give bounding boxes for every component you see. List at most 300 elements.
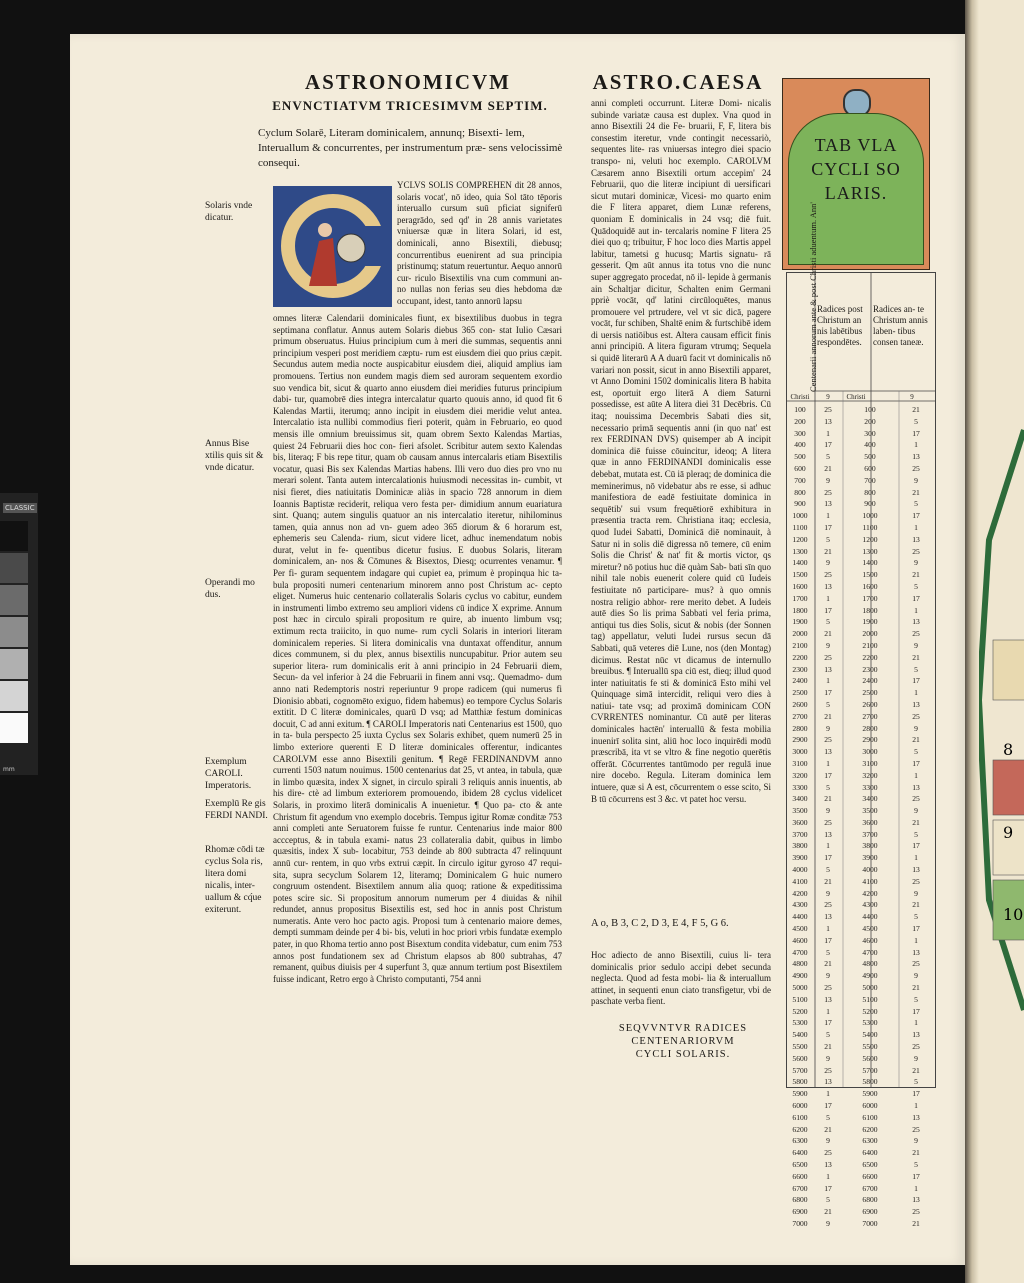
- table-cell: 1200: [862, 534, 878, 544]
- table-cell: 5200: [792, 1006, 808, 1016]
- tabula-title-line: CYCLI SO: [811, 159, 901, 179]
- table-cell: 9: [826, 1053, 830, 1063]
- table-cell: 5500: [792, 1042, 808, 1052]
- table-cell: 6200: [792, 1124, 808, 1134]
- table-cell: 17: [824, 605, 832, 615]
- table-cell: 5: [826, 452, 830, 462]
- table-cell: 3600: [862, 817, 878, 827]
- table-cell: 3500: [862, 806, 878, 816]
- table-cell: 3900: [862, 853, 878, 863]
- body-text-right: anni completi occurrunt. Literæ Domi- nicalis subinde variatæ causa est duplex. Vna quod in anno Bisextili 24 die Fe- bruarii, F, F, litera bis consestim iteretur, vnde contingit necessariò, sequentes lite- ras vniuersas integro diei spacio transpo- ni, veluti hoc exemplo. CAROLVM Cæsarem anno Bisextili ortum accepim' 24 Februarii, quo die literæ incipiunt di uersificari sicut mutari dominicæ, Vicesi- mo quarto enim die F litera apparet, diem Lunæ referens, quoniam E dominicalis in 24 vsq; diē fuit. Quādoquidē aut in- tercalaris nomine F litera 25 diei quo q; tribuitur, F hoc loco dies Martis appel labitur, tametsi g hucusq; Martis signatu- rā gesserit. Qm aūt annus ita totus vno die nunc super aggregato procedat, nō il- lepide à germanis ain Schaltjar dicitur, Schalten enim Germani ppriè vocāt, qd' latini circūloquētes, manus promouere vel prtrudere, vel vt sic dicā, pagere vocāt, fur schiben, Shaltē enim & furtschibē idem di uersis natiōibus est. Altera causam efficit finis anni principiū. A litera figuram vtrumq; Sequela si quidē literarū A A duarū facit vt dominicalis nō variari non possit, sicut in anno Bisextili apparet, vt Anno Domini 1502 dominicalis litera B habita est, oportuit ergo literā A diem Saturni possedisse, est aūte A litera diei 31 Decēbris. Cū itaq; nouissima Decembris Sabati dies sit, necessario primā sequentis anni (in quo nat' est rex FERDINAN DVS) quisemper ab A incipit dominica diē fuisse cōuincitur, ideoq; A litera quæ in anno FERDINANDI dominicalis esse debebat, mutata est. Cū iā pleraq; de dominica die meminerimus, nō videbatur abs re esse, si adhuc manifestiora de eadē festiuitate dominica in sequētib' sui vsum frequētiorē exhibitura in præsentia tracta rem. Christiana itaq; ecclesia, quod Iudei Sabatti, Dominicā diē nominauit, à Satur ni in solis diē digressa nō temere, cū enim Solis die Christ' & nat' fit & mortis victor, qs miretur? nō potius huc diē quàm Sab- bati sīn quo nihil tale nobis euenerit colere quid cū Iudeis festiuitate nō participare- mus? à quo omnis nostra religio abhor- rere merito debet. A Iudeis autē dies So lis prima Sabbati vel feria prima, antiqui tus dies Solis, sicut & nobis (der Sonnen tag) appellatur, veluti Iudei rursus secun dā Sabbati, quā veteres diē Lune, nos (den Montag) dicimus. Restat nūc vt dicamus de internullo breuibus. ¶ Interuallū spa ciū est, dieq; illud quod inter natiuitatis fe sti & dominicā Esto mihi vel Quinquage simā intercidit, reliqui vero dies à natiui- tate vsq; ad proximā dominicam CON CVRRENTES nominantur. Cū autē per literas dominicales hactēn' interuallū & festa mobilia inuenirī solita sint, aliū hoc loco inquirēdi modū præscribā, ita vt se vltro & fine negotio querētis offerāt. Cōcurrentes tantūmodo per regulā inue nire docebo. Regula. Literam dominica lem intuere, quæ si A est, cōcurrentem o esse scito, Si B tū cōcurrens est 3 &c. vt patet hoc versu.: [591, 98, 771, 804]
- table-cell: 5700: [792, 1065, 808, 1075]
- table-cell: 6800: [862, 1195, 878, 1205]
- card-label: CLASSIC: [5, 504, 35, 512]
- table-cell: 5: [826, 617, 830, 627]
- table-cell: 3300: [792, 782, 808, 792]
- margin-note: Annus Bise xtilis quis sit & vnde dicatur.: [205, 439, 264, 473]
- closing-title-line: CYCLI SOLARIS.: [635, 1049, 731, 1060]
- table-cell: 25: [824, 487, 832, 497]
- table-cell: 21: [824, 1207, 832, 1217]
- table-cell: 3700: [862, 829, 878, 839]
- table-cell: 5900: [792, 1089, 808, 1099]
- table-cell: 9: [914, 1053, 918, 1063]
- table-cell: 200: [794, 416, 806, 426]
- table-header-ante: Radices an- te Christum annis laben- tibus consen taneæ.: [873, 304, 928, 347]
- initial-paragraph: YCLVS SOLIS COMPREHEN dit 28 annos, solaris vocat', nō ideo, quia Sol tāto tēporis interuallo cursum suū pficiat signiferū peragrādo, sed qd' in 28 annis varietates vniuersæ quæ in litera Solari, id est, dominicali, anno Bisextili, diebusq; concurrentibus euenirent ad sua principia pristinumq; statum reuertuntur. Aequo annorū cur- riculo Bisextilis vna cum communi an- no nullas non ferias seu dies hebdoma dæ occupant, idest, tanto annorū lapsu: [397, 180, 562, 306]
- table-cell: 1: [914, 522, 918, 532]
- table-cell: 1100: [792, 522, 808, 532]
- table-cell: 1: [914, 853, 918, 863]
- table-cell: 4700: [792, 947, 808, 957]
- table-cell: 13: [912, 1195, 920, 1205]
- table-cell: 17: [824, 853, 832, 863]
- running-head-left: ASTRONOMICVM: [305, 70, 511, 94]
- table-cell: 25: [912, 546, 920, 556]
- table-cell: 300: [864, 428, 876, 438]
- table-cell: 2700: [862, 711, 878, 721]
- table-cell: 5: [826, 699, 830, 709]
- table-cell: 700: [794, 475, 806, 485]
- table-cell: 9: [914, 971, 918, 981]
- table-cell: 1900: [862, 617, 878, 627]
- margin-note: Operandi mo dus.: [205, 578, 255, 600]
- margin-note: Exemplum CAROLI. Imperatoris.: [205, 757, 252, 791]
- table-cell: 4000: [792, 865, 808, 875]
- concurrent-letters-line: A o, B 3, C 2, D 3, E 4, F 5, G 6.: [591, 918, 729, 929]
- table-cell: 5800: [792, 1077, 808, 1087]
- table-cell: 1700: [792, 593, 808, 603]
- table-cell: 1: [914, 605, 918, 615]
- swatch: [0, 521, 28, 551]
- table-cell: 1000: [792, 511, 808, 521]
- table-cell: 21: [824, 711, 832, 721]
- table-cell: 1: [914, 440, 918, 450]
- table-cell: 400: [794, 440, 806, 450]
- table-cell: 13: [824, 912, 832, 922]
- table-cell: 13: [912, 534, 920, 544]
- table-cell: 17: [912, 1171, 920, 1181]
- table-cell: 9: [914, 1136, 918, 1146]
- table-cell: 5400: [862, 1030, 878, 1040]
- table-cell: 100: [794, 405, 806, 414]
- table-cell: 6200: [862, 1124, 878, 1134]
- margin-note: Exemplū Re gis FERDI NANDI.: [205, 799, 268, 821]
- table-cell: 5100: [792, 994, 808, 1004]
- table-cell: 25: [912, 876, 920, 886]
- table-cell: 2600: [792, 699, 808, 709]
- table-cell: 21: [912, 405, 920, 414]
- table-cell: 6500: [862, 1160, 878, 1169]
- table-cell: 5: [826, 534, 830, 544]
- table-cell: 25: [824, 735, 832, 745]
- table-cell: 9: [914, 475, 918, 485]
- swatch: [0, 553, 28, 583]
- table-cell: 2900: [792, 735, 808, 745]
- table-cell: 5100: [862, 994, 878, 1004]
- column-radices-post: [814, 404, 842, 1230]
- table-cell: 5: [914, 1077, 918, 1087]
- table-cell: 25: [824, 1065, 832, 1075]
- table-cell: 21: [912, 1148, 920, 1158]
- tabula-title-line: TAB VLA: [814, 135, 898, 155]
- subheader-cell: 9: [826, 393, 830, 401]
- table-cell: 4200: [792, 888, 808, 898]
- swatch: [0, 713, 28, 743]
- table-cell: 17: [824, 935, 832, 945]
- table-cell: 2400: [792, 676, 808, 686]
- subheader-cell: 9: [910, 393, 914, 401]
- table-cell: 3800: [792, 841, 808, 851]
- table-cell: 21: [824, 876, 832, 886]
- table-cell: 17: [824, 688, 832, 698]
- table-cell: 5: [826, 782, 830, 792]
- table-cell: 1200: [792, 534, 808, 544]
- table-cell: 2600: [862, 699, 878, 709]
- table-cell: 5600: [862, 1053, 878, 1063]
- table-cell: 25: [824, 900, 832, 910]
- wheel-number: 9: [1003, 823, 1014, 842]
- bisextile-note: Hoc adiecto de anno Bisextili, cuius li- tera dominicalis prior sedulo accipi debet secunda neglecta. Quod ad festa mobi- lia & interuallum attinet, in sequenti enun ciato transfigetur, vbi de paschate verba fient.: [591, 950, 771, 1007]
- table-cell: 17: [824, 1101, 832, 1111]
- running-head-right: ASTRO.CAESA: [592, 70, 764, 94]
- table-cell: 6800: [792, 1195, 808, 1205]
- table-cell: 21: [912, 983, 920, 993]
- table-cell: 21: [912, 1218, 920, 1228]
- table-cell: 1: [914, 935, 918, 945]
- subheader-cell: Christi: [790, 393, 810, 401]
- table-cell: 21: [824, 1124, 832, 1134]
- table-cell: 17: [912, 758, 920, 768]
- table-cell: 9: [826, 558, 830, 568]
- table-cell: 13: [824, 581, 832, 591]
- table-cell: 6000: [792, 1101, 808, 1111]
- table-cell: 2800: [792, 723, 808, 733]
- table-cell: 600: [794, 463, 806, 473]
- table-cell: 6700: [862, 1183, 878, 1193]
- closing-title-line: CENTENARIORVM: [631, 1036, 735, 1047]
- table-cell: 6600: [862, 1171, 878, 1181]
- table-cell: 4400: [792, 912, 808, 922]
- table-cell: 1400: [862, 558, 878, 568]
- table-cell: 9: [826, 806, 830, 816]
- table-cell: 25: [824, 983, 832, 993]
- table-cell: 4200: [862, 888, 878, 898]
- table-cell: 2500: [862, 688, 878, 698]
- table-cell: 6100: [862, 1112, 878, 1122]
- table-cell: 5: [914, 747, 918, 757]
- table-cell: 9: [826, 888, 830, 898]
- table-cell: 3200: [862, 770, 878, 780]
- table-cell: 5300: [792, 1018, 808, 1028]
- table-cell: 7000: [862, 1218, 878, 1228]
- table-cell: 5300: [862, 1018, 878, 1028]
- table-cell: 9: [826, 475, 830, 485]
- table-cell: 3100: [862, 758, 878, 768]
- table-cell: 9: [826, 1218, 830, 1228]
- swatch: [0, 585, 28, 615]
- subheader-cell: Christi: [846, 393, 866, 401]
- decorated-initial-c: [273, 186, 392, 307]
- table-cell: 1100: [862, 522, 878, 532]
- table-cell: 5700: [862, 1065, 878, 1075]
- table-cell: 2100: [862, 640, 878, 650]
- table-cell: 13: [912, 782, 920, 792]
- table-cell: 1900: [792, 617, 808, 627]
- table-cell: 21: [912, 652, 920, 662]
- table-cell: 21: [824, 794, 832, 804]
- table-cell: 5900: [862, 1089, 878, 1099]
- table-cell: 3700: [792, 829, 808, 839]
- table-cell: 6400: [862, 1148, 878, 1158]
- table-cell: 5: [826, 1030, 830, 1040]
- table-cell: 1: [826, 676, 830, 686]
- table-cell: 1: [826, 1089, 830, 1099]
- table-cell: 1400: [792, 558, 808, 568]
- table-cell: 13: [824, 416, 832, 426]
- table-cell: 13: [912, 699, 920, 709]
- table-cell: 5200: [862, 1006, 878, 1016]
- column-centenarii-ante: [842, 404, 898, 1230]
- table-cell: 1: [826, 428, 830, 438]
- table-cell: 9: [826, 1136, 830, 1146]
- table-cell: 17: [912, 593, 920, 603]
- table-cell: 4100: [792, 876, 808, 886]
- table-cell: 21: [912, 900, 920, 910]
- table-cell: 25: [912, 794, 920, 804]
- table-cell: 17: [824, 522, 832, 532]
- table-cell: 17: [912, 676, 920, 686]
- table-cell: 21: [824, 629, 832, 639]
- table-cell: 300: [794, 428, 806, 438]
- table-cell: 3600: [792, 817, 808, 827]
- closing-title-line: SEQVVNTVR RADICES: [618, 1023, 748, 1034]
- astronomer-initial-image: [273, 186, 392, 307]
- table-cell: 6900: [792, 1207, 808, 1217]
- table-cell: 6700: [792, 1183, 808, 1193]
- table-cell: 25: [912, 711, 920, 721]
- table-cell: 1: [826, 758, 830, 768]
- column-centenarii-post: [786, 404, 814, 1230]
- table-cell: 4400: [862, 912, 878, 922]
- chapter-subtitle: ENVNCTIATVM TRICESIMVM SEPTIM.: [272, 98, 548, 113]
- table-cell: 25: [912, 959, 920, 969]
- table-cell: 13: [824, 994, 832, 1004]
- table-cell: 3400: [862, 794, 878, 804]
- margin-note: Rhomæ cōdi tæ cyclus Sola ris, litera domi nicalis, inter- uallum & cq́ue exiterunt.: [205, 845, 265, 915]
- card-unit: mm: [3, 766, 15, 773]
- table-cell: 4600: [792, 935, 808, 945]
- wheel-number: 8: [1003, 740, 1014, 759]
- table-cell: 5: [914, 912, 918, 922]
- table-cell: 1: [826, 1171, 830, 1181]
- table-cell: 9: [826, 971, 830, 981]
- table-cell: 900: [864, 499, 876, 509]
- table-cell: 17: [912, 1089, 920, 1099]
- table-cell: 25: [912, 1207, 920, 1217]
- wheel-number: 10: [1003, 905, 1024, 924]
- table-cell: 3800: [862, 841, 878, 851]
- table-cell: 1: [914, 1101, 918, 1111]
- table-cell: 17: [824, 770, 832, 780]
- table-cell: 2100: [792, 640, 808, 650]
- table-cell: 6400: [792, 1148, 808, 1158]
- table-cell: 13: [824, 1160, 832, 1169]
- table-cell: 5000: [792, 983, 808, 993]
- table-cell: 17: [824, 440, 832, 450]
- chapter-intro: Cyclum Solarē, Literam dominicalem, annunq; Bisexti- lem, Interuallum & concurrentes, per instrumentum præ- sens velocissimè consequi.: [258, 127, 563, 169]
- table-cell: 6300: [792, 1136, 808, 1146]
- table-cell: 17: [912, 841, 920, 851]
- table-header-centenarii: [794, 202, 818, 395]
- table-cell: 6300: [862, 1136, 878, 1146]
- table-cell: 1: [914, 1018, 918, 1028]
- table-cell: 5000: [862, 983, 878, 993]
- table-cell: 13: [824, 1077, 832, 1087]
- volvelle-wheel: [979, 0, 1024, 1283]
- table-cell: 21: [824, 463, 832, 473]
- table-cell: 21: [824, 546, 832, 556]
- table-cell: 21: [912, 735, 920, 745]
- table-cell: 1800: [792, 605, 808, 615]
- table-cell: 5800: [862, 1077, 878, 1087]
- table-cell: 7000: [792, 1218, 808, 1228]
- table-cell: 3400: [792, 794, 808, 804]
- table-cell: 200: [864, 416, 876, 426]
- table-cell: 13: [912, 865, 920, 875]
- table-cell: 4700: [862, 947, 878, 957]
- table-cell: 13: [824, 664, 832, 674]
- table-cell: 4100: [862, 876, 878, 886]
- table-cell: 1: [914, 688, 918, 698]
- table-cell: 5: [826, 947, 830, 957]
- closing-title: [588, 1022, 778, 1061]
- table-cell: 2000: [862, 629, 878, 639]
- table-cell: 9: [914, 640, 918, 650]
- table-cell: 17: [912, 1006, 920, 1016]
- table-cell: 2200: [792, 652, 808, 662]
- table-cell: 6000: [862, 1101, 878, 1111]
- table-cell: 17: [912, 924, 920, 934]
- table-cell: 4000: [862, 865, 878, 875]
- table-cell: 21: [912, 487, 920, 497]
- swatch: [0, 617, 28, 647]
- table-cell: 1600: [792, 581, 808, 591]
- table-cell: 25: [824, 570, 832, 580]
- table-cell: 25: [824, 1148, 832, 1158]
- table-cell: 5: [914, 416, 918, 426]
- table-cell: 17: [824, 1018, 832, 1028]
- table-cell: 1300: [862, 546, 878, 556]
- table-cell: 21: [824, 959, 832, 969]
- table-cell: 400: [864, 440, 876, 450]
- table-cell: 1800: [862, 605, 878, 615]
- table-cell: 2500: [792, 688, 808, 698]
- table-cell: 3900: [792, 853, 808, 863]
- table-cell: 1700: [862, 593, 878, 603]
- table-cell: 9: [914, 558, 918, 568]
- table-cell: 3200: [792, 770, 808, 780]
- table-cell: 4500: [862, 924, 878, 934]
- table-cell: 5: [914, 581, 918, 591]
- table-cell: 25: [824, 652, 832, 662]
- facing-page-wheel: [979, 0, 1024, 1283]
- table-cell: 13: [912, 1112, 920, 1122]
- tabula-title: [783, 133, 929, 205]
- table-cell: 1: [826, 924, 830, 934]
- table-cell: 13: [912, 1030, 920, 1040]
- column-radices-ante: [898, 404, 934, 1230]
- table-cell: 5: [914, 829, 918, 839]
- table-cell: 17: [912, 428, 920, 438]
- table-cell: 5: [914, 499, 918, 509]
- swatch: [0, 681, 28, 711]
- table-cell: 500: [864, 452, 876, 462]
- table-cell: 2300: [862, 664, 878, 674]
- color-calibration-card: [0, 493, 38, 775]
- table-cell: 9: [826, 723, 830, 733]
- table-cell: 1: [914, 1183, 918, 1193]
- table-cell: 5: [914, 994, 918, 1004]
- table-cell: 6600: [792, 1171, 808, 1181]
- table-cell: 2000: [792, 629, 808, 639]
- table-cell: 25: [912, 463, 920, 473]
- tabula-cartouche: [782, 78, 930, 270]
- table-cell: 5600: [792, 1053, 808, 1063]
- table-cell: 3000: [862, 747, 878, 757]
- table-cell: 5: [914, 1160, 918, 1169]
- table-cell: 13: [824, 829, 832, 839]
- table-cell: 1: [826, 511, 830, 521]
- table-cell: 21: [912, 817, 920, 827]
- body-text-left: omnes literæ Calendarii dominicales fiunt, ex bisextilibus duobus in tegra septimana conflatur. Annus autem Solaris diebus 365 con- stat Iulio Cæsari primum obseruatus. Huius principium cum à meri die summas, sequentis anni principium vesperi post meridiem cæptu- rum est eiusdem diei quo prius cæpit. Secundus autem media nocte auspicabitur eiusdem diei, aliquid amplius iam promouens. Tertius non eundem magis diem sed auroram sequentem exordio suo vendica bit, sicut & quarto anno eiusdem diei meridies futurus principium dabi- tur, quamobrē dies integra intercalatur quarto quouis anno, id quod fit 6 Kalendas Martii, iterumq; anno incipit in eiusdem diei meridie velut antea. Intercalatio ista nullibi commodius fieri poterit, quàm in Februario, eo quod mensis ille omnium breuissimus sit, quam obrem Sexto Kalendas Martias, quiest 24 Februarii dies hoc con- fieri afsolet. Scribitur autem sexto Kalendas bis, literaq; F bis repe titur, quam ob causam annus intercalaris etiam Bisextilis vocatur, quasi Bis sex Kalendas Martias habens. Illi vero duo dies pro vno nu merari solent. Tanta autem intercalationis huiusmodi necessitas in- cumbit, vt nisi fieret, dies natiuitatis Dominicæ aliàs in spacio 728 annorum in diem Ioannis Baptistæ reciderit, reliqua vero festa per- dimidium annum euariatura sint. Quanq; autem singulis quatuor an nis intercalatio iteretur, nihilominus tamen, quia annus non ad vn- guem adeo 365 diorum & 6 horarum est, ephemeris seu Calenda- rium, sicut videre licet, adhuc inemendatum nobis durat, velut in fe- quentibus dicetur fusius. E duobus Solaris, literam dominicalem, an- nos & Cōmunes & Bisextos, Diesq; ocurrentes venamur. ¶ Per fi- guram sequentem indagare qui cupiet ea, primum è propinqua hic ta- bula propositi numeri centenarium minorem anno post Christum ac- cepto eliget. Numerus huic centenario collateralis Solaris cyclus vo cabitur, eundem in instrumenti limbo extremo seu ampliori videns cū indice X exprime. Annum post hæc in circulo spirali propositum re quire, ab inuento limbum vsq; extimum recta traiicito, in quo nume- rum cycli Solaris in interiori literam dominicalem reperies. Si litera dominicalis vna duntaxat offenditur, annum dices communem, si du plex, annus bisextilis nuncupabitur. Prior autem seu superior litera- rum dominicalis erit à anni principio in 24 Februarii diem, Secun- da vel inferior à 24 die Februarii in finem anni vsq;. Quemadmo- dum anno nati Redemptoris nostri reperiuntur 9 prope radicem (qui numerus fi Dionisio abbati, cognomēto exiguo, fidem habemus) eo tempore Cyclus Solaris extitit. D C literæ dominicales, quarū D vsq; ad Matthiæ festum dominicas docuit, C ad anni exitum. ¶ CAROLI Imperatoris nati Centenarius est 1500, quo in ta- bula perspecto 25 iuxta Cyclus sex Solaris exhibet, quem numerū 25 in limbo exteriore querenti E D literæ dominicales offerentur, indicantes CAROLVM esse anno Bisextili genitum. ¶ Regē FERDINANDVM anno currenti 1503 natum nouimus. 1500 centenarius dat 25, vt antea, in tabula, quæ in limbo quæsita, index X signet, in circulo spirali 3 reliquis annis inuentis, ab his dire- ctè ad limbum exteriorem promouendo, ibidem 28 cyclus videlicet Solaris, in proximo literā dominicalis A inuenietur. ¶ Quo pa- cto & ante Christum fit agendum vno exemplo docebris. Tempus igitur Romæ conditæ 753 anni completi ante Seruatorem fuisse fe runtur. Centenarius inde maior 800 accceptus, & in tabula exami- natus 23 collateralia dabit, quibus in limbo quæsitis, index X sub- locabitur, 753 deinde ab 800 subtracta 47 relinquunt annū cur- rentem, in quo vrbs extrui cæpit. In circulo igitur gyroso 47 requi- sita, supra secyclum Solarem 12, literamq; Dominicalem G huic numero congruum ostendent. Bisextilem annum alia quoq; ratione & expeditissima potes scire sic. Si propositum annorum numerum per 4 diuidas & nihil redundet, annus propositus Bisextilis est, sed hoc in annis post Christum numeratis. Ante vero hoc pacto agis. Proposi tum à centenario maiore demes, dempti summam deinde per 4 bi- bis, veluti in hoc priori vrbis fundatæ exemplo pater, in quo Rhoma tertio anno post Bisextum condita videbatur, cum enim 753 annos post fundationem sex ad Christum elapsos ab 800 subtrahas, 47 remanent, quibus diuisis per 4 superfunt 3, quæ annum tertium post Bisextilem fuisse indicant, Retro ergo à Christo computanti, 754 anni: [273, 313, 562, 984]
- table-cell: 13: [912, 617, 920, 627]
- table-cell: 700: [864, 475, 876, 485]
- table-cell: 2300: [792, 664, 808, 674]
- table-cell: 500: [794, 452, 806, 462]
- table-cell: 9: [914, 888, 918, 898]
- table-cell: 3500: [792, 806, 808, 816]
- table-cell: 3000: [792, 747, 808, 757]
- table-cell: 100: [864, 405, 876, 414]
- table-cell: 1: [826, 593, 830, 603]
- table-cell: 2200: [862, 652, 878, 662]
- table-cell: 25: [912, 629, 920, 639]
- table-cell: 800: [794, 487, 806, 497]
- table-cell: 2700: [792, 711, 808, 721]
- table-cell: 1: [826, 841, 830, 851]
- table-cell: 6900: [862, 1207, 878, 1217]
- table-cell: 4300: [862, 900, 878, 910]
- table-cell: 1: [826, 1006, 830, 1016]
- table-cell: 25: [824, 405, 832, 414]
- table-cell: 800: [864, 487, 876, 497]
- table-cell: 25: [912, 1042, 920, 1052]
- table-cell: 3300: [862, 782, 878, 792]
- table-cell: 21: [912, 1065, 920, 1075]
- table-cell: 4900: [792, 971, 808, 981]
- table-header-post: Radices post Christum an nis labētibus respondētes.: [817, 304, 863, 347]
- table-cell: 1500: [792, 570, 808, 580]
- table-cell: 2400: [862, 676, 878, 686]
- table-cell: 1000: [862, 511, 878, 521]
- table-cell: 4500: [792, 924, 808, 934]
- table-cell: 13: [824, 747, 832, 757]
- table-cell: 25: [912, 1124, 920, 1134]
- table-header-text: Centenarii annorum ante & post Christi aduentum. Ann': [808, 202, 818, 392]
- table-cell: 600: [864, 463, 876, 473]
- table-cell: 900: [794, 499, 806, 509]
- table-cell: 4900: [862, 971, 878, 981]
